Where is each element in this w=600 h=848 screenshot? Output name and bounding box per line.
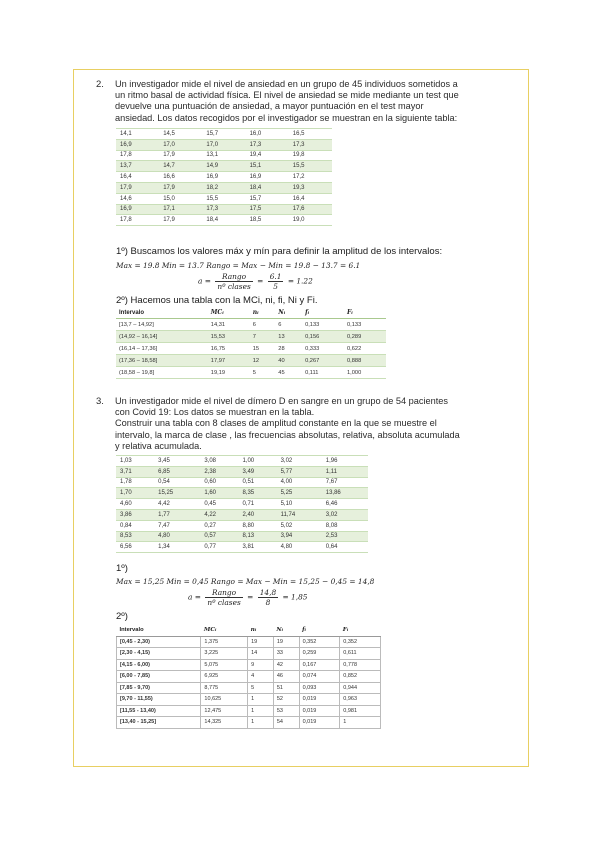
table-cell: 5,02 <box>277 520 322 531</box>
table-cell: 17,9 <box>159 215 202 226</box>
p2-max-min-range: Max = 19.8 Min = 13.7 Rango = Max − Min = 19.8 − 13.7 = 6.1 <box>116 261 361 270</box>
table-row <box>116 331 386 343</box>
problem-3-statement <box>115 396 525 452</box>
table-cell: 3,94 <box>277 531 322 542</box>
table-row <box>117 648 381 660</box>
table-row <box>116 477 368 488</box>
table-cell: 0,156 <box>302 331 344 343</box>
table-header-row <box>116 307 386 319</box>
table-cell: 17,0 <box>202 139 245 150</box>
table-cell: 1,60 <box>200 488 238 499</box>
table-cell: [11,55 - 13,40) <box>117 705 201 717</box>
table-cell: 0,778 <box>340 659 381 671</box>
statement-line: y relativa acumulada. <box>115 440 202 451</box>
table-row <box>116 509 368 520</box>
table-cell: 3,86 <box>116 509 154 520</box>
table-row <box>116 355 386 367</box>
table-cell: 0,074 <box>299 671 340 683</box>
table-cell: 18,2 <box>202 182 245 193</box>
table-cell: 2,53 <box>322 531 368 542</box>
table-cell: 8,08 <box>322 520 368 531</box>
table-cell: 4,42 <box>154 499 200 510</box>
table-cell: 53 <box>273 705 299 717</box>
p2-step-1: 1º) Buscamos los valores máx y mín para definir la amplitud de los intervalos: <box>116 246 443 257</box>
table-cell: 17,9 <box>159 150 202 161</box>
table-cell: 15,5 <box>202 193 245 204</box>
table-cell: 15,25 <box>154 488 200 499</box>
table-row <box>116 161 332 172</box>
table-row <box>116 367 386 379</box>
table-row <box>116 466 368 477</box>
table-row <box>116 343 386 355</box>
table-row <box>116 520 368 531</box>
column-header: Nᵢ <box>275 307 302 319</box>
table-cell: 0,019 <box>299 705 340 717</box>
table-cell: 19,8 <box>289 150 332 161</box>
table-cell: 6,56 <box>116 542 154 553</box>
table-cell: 0,019 <box>299 694 340 706</box>
table-cell: 51 <box>273 682 299 694</box>
table-row <box>116 531 368 542</box>
table-cell: 3,02 <box>322 509 368 520</box>
table-cell: 13,7 <box>116 161 159 172</box>
table-cell: 17,8 <box>116 150 159 161</box>
table-row <box>116 499 368 510</box>
table-cell: 17,97 <box>208 355 250 367</box>
table-cell: 0,84 <box>116 520 154 531</box>
table-row <box>116 204 332 215</box>
table-row <box>117 659 381 671</box>
fraction: $\frac{14,8}{8}$ <box>259 588 277 607</box>
table-cell: 16,6 <box>159 172 202 183</box>
table-cell: [13,40 - 15,25] <box>117 717 201 729</box>
statement-line: Un investigador mide el nivel de ansiedad en un grupo de 45 individuos sometidos a <box>115 79 458 89</box>
table-cell: 16,9 <box>202 172 245 183</box>
column-header: MCᵢ <box>201 625 248 636</box>
table-cell: (14,92 – 16,14] <box>116 331 208 343</box>
table-cell: 0,852 <box>340 671 381 683</box>
table-row <box>116 319 386 331</box>
table-cell: 1,000 <box>344 367 386 379</box>
table-cell: 18,4 <box>246 182 289 193</box>
table-cell: 12 <box>250 355 276 367</box>
table-cell: 0,64 <box>322 542 368 553</box>
table-cell: 0,944 <box>340 682 381 694</box>
problem-2-number: 2. <box>96 79 104 90</box>
table-cell: 14,325 <box>201 717 248 729</box>
table-cell: 5 <box>250 367 276 379</box>
table-cell: 2,38 <box>200 466 238 477</box>
table-cell: 8,53 <box>116 531 154 542</box>
table-cell: 1,78 <box>116 477 154 488</box>
table-cell: 0,267 <box>302 355 344 367</box>
table-row <box>116 172 332 183</box>
table-cell: 1,96 <box>322 456 368 467</box>
table-cell: 7 <box>250 331 276 343</box>
table-cell: 0,622 <box>344 343 386 355</box>
table-cell: 1,11 <box>322 466 368 477</box>
table-cell: 0,167 <box>299 659 340 671</box>
table-cell: 4,80 <box>154 531 200 542</box>
table-cell: (18,58 – 19,8] <box>116 367 208 379</box>
column-header: Fᵢ <box>344 307 386 319</box>
table-cell: 9 <box>248 659 274 671</box>
table-cell: 52 <box>273 694 299 706</box>
table-cell: 1,70 <box>116 488 154 499</box>
table-cell: 1,34 <box>154 542 200 553</box>
fraction: $\frac{\text{Rango}}{\text{nº clases}}$ <box>217 272 251 291</box>
column-header: nᵢ <box>250 307 276 319</box>
table-cell: 16,0 <box>246 129 289 140</box>
table-row <box>117 705 381 717</box>
column-header: Intervalo <box>116 307 208 319</box>
table-cell: 1 <box>248 717 274 729</box>
table-cell: 0,133 <box>302 319 344 331</box>
table-cell: 3,71 <box>116 466 154 477</box>
table-cell: 17,6 <box>289 204 332 215</box>
table-cell: 17,2 <box>289 172 332 183</box>
column-header: nᵢ <box>248 625 274 636</box>
table-row <box>117 636 381 648</box>
table-cell: 19,3 <box>289 182 332 193</box>
fraction: $\frac{6.1}{5}$ <box>269 272 282 291</box>
statement-line: ansiedad. Los datos recogidos por el investigador se muestran en la siguiente tabla: <box>115 112 458 123</box>
table-cell: 2,40 <box>238 509 276 520</box>
fraction: $\frac{\text{Rango}}{\text{nº clases}}$ <box>207 588 241 607</box>
dimer-frequency-table <box>116 625 381 729</box>
table-cell: 13,1 <box>202 150 245 161</box>
table-cell: 3,49 <box>238 466 276 477</box>
table-cell: 3,08 <box>200 456 238 467</box>
table-cell: 19 <box>248 636 274 648</box>
table-row <box>116 139 332 150</box>
table-cell: 17,9 <box>159 182 202 193</box>
table-cell: (16,14 – 17,36] <box>116 343 208 355</box>
table-cell: [2,30 - 4,15) <box>117 648 201 660</box>
table-cell: 14 <box>248 648 274 660</box>
table-row <box>117 717 381 729</box>
table-cell: 15,0 <box>159 193 202 204</box>
table-cell: 12,475 <box>201 705 248 717</box>
table-cell: 16,9 <box>246 172 289 183</box>
table-cell: 0,289 <box>344 331 386 343</box>
table-cell: 6 <box>275 319 302 331</box>
table-cell: 1,00 <box>238 456 276 467</box>
column-header: Nᵢ <box>273 625 299 636</box>
table-row <box>116 488 368 499</box>
table-cell: 14,31 <box>208 319 250 331</box>
table-row <box>117 694 381 706</box>
table-cell: 46 <box>273 671 299 683</box>
table-cell: 5,77 <box>277 466 322 477</box>
table-cell: 17,5 <box>246 204 289 215</box>
table-row <box>116 129 332 140</box>
table-cell: 13,86 <box>322 488 368 499</box>
table-cell: 0,259 <box>299 648 340 660</box>
anxiety-data-table <box>116 128 332 226</box>
table-cell: 8,80 <box>238 520 276 531</box>
table-cell: 19 <box>273 636 299 648</box>
table-row <box>116 193 332 204</box>
table-cell: 42 <box>273 659 299 671</box>
table-cell: 17,1 <box>159 204 202 215</box>
table-cell: 1,375 <box>201 636 248 648</box>
table-cell: 1 <box>340 717 381 729</box>
table-cell: 4,00 <box>277 477 322 488</box>
table-cell: 0,57 <box>200 531 238 542</box>
table-cell: 0,111 <box>302 367 344 379</box>
table-cell: 10,625 <box>201 694 248 706</box>
problem-3-number: 3. <box>96 396 104 407</box>
table-cell: 0,019 <box>299 717 340 729</box>
statement-line: con Covid 19: Los datos se muestran en la tabla. <box>115 407 315 418</box>
statement-line: intervalo, la marca de clase , las frecuencias absolutas, relativa, absoluta acumulada <box>115 429 460 440</box>
p3-step-1: 1º) <box>116 563 128 574</box>
table-cell: 5,075 <box>201 659 248 671</box>
table-cell: 15,5 <box>289 161 332 172</box>
table-cell: 1 <box>248 705 274 717</box>
table-cell: 6,85 <box>154 466 200 477</box>
column-header: MCᵢ <box>208 307 250 319</box>
table-cell: (17,36 – 18,58] <box>116 355 208 367</box>
table-cell: 0,77 <box>200 542 238 553</box>
formula-lhs: a = <box>188 592 201 602</box>
column-header: Intervalo <box>117 625 201 636</box>
p2-amplitude-formula: a = $\frac{\text{Rango}}{\text{nº clases}}$ = $\frac{6.1}{5}$ = 1.22 <box>198 272 313 291</box>
table-cell: 14,7 <box>159 161 202 172</box>
table-cell: 17,3 <box>202 204 245 215</box>
table-cell: [4,15 - 6,00) <box>117 659 201 671</box>
table-cell: 16,75 <box>208 343 250 355</box>
table-cell: 6,925 <box>201 671 248 683</box>
table-cell: 16,4 <box>289 193 332 204</box>
table-cell: 7,67 <box>322 477 368 488</box>
table-cell: 16,4 <box>116 172 159 183</box>
problem-2-statement <box>115 79 525 124</box>
table-cell: 15,1 <box>246 161 289 172</box>
table-cell: 17,3 <box>246 139 289 150</box>
table-cell: 11,74 <box>277 509 322 520</box>
table-cell: 0,133 <box>344 319 386 331</box>
table-cell: 16,9 <box>116 204 159 215</box>
table-row <box>117 671 381 683</box>
table-cell: 4,80 <box>277 542 322 553</box>
table-cell: 1 <box>248 694 274 706</box>
table-cell: 17,8 <box>116 215 159 226</box>
table-cell: 33 <box>273 648 299 660</box>
table-cell: 0,60 <box>200 477 238 488</box>
table-cell: 45 <box>275 367 302 379</box>
table-cell: 3,02 <box>277 456 322 467</box>
table-cell: 8,13 <box>238 531 276 542</box>
column-header: Fᵢ <box>340 625 381 636</box>
table-cell: 19,0 <box>289 215 332 226</box>
table-cell: 0,611 <box>340 648 381 660</box>
table-cell: 28 <box>275 343 302 355</box>
table-cell: 0,27 <box>200 520 238 531</box>
table-cell: [6,00 - 7,85) <box>117 671 201 683</box>
table-cell: 8,35 <box>238 488 276 499</box>
p3-step-2: 2º) <box>116 611 128 622</box>
table-cell: 16,9 <box>116 139 159 150</box>
p2-step-2: 2º) Hacemos una tabla con la MCi, ni, fi, Ni y Fi. <box>116 295 318 306</box>
table-cell: 5,25 <box>277 488 322 499</box>
table-cell: 16,5 <box>289 129 332 140</box>
table-cell: 0,963 <box>340 694 381 706</box>
table-cell: 15,7 <box>202 129 245 140</box>
dimer-data-table <box>116 455 368 553</box>
table-row <box>116 150 332 161</box>
table-cell: 4 <box>248 671 274 683</box>
p3-max-min-range: Max = 15,25 Min = 0,45 Rango = Max − Min = 15,25 − 0,45 = 14,8 <box>116 577 375 586</box>
table-cell: 1,03 <box>116 456 154 467</box>
anxiety-frequency-table <box>116 307 386 379</box>
table-header-row <box>117 625 381 636</box>
p3-amplitude-formula: a = $\frac{\text{Rango}}{\text{nº clases}}$ = $\frac{14,8}{8}$ = 1,85 <box>188 588 308 607</box>
table-cell: 14,6 <box>116 193 159 204</box>
table-cell: 1,77 <box>154 509 200 520</box>
table-cell: 15 <box>250 343 276 355</box>
table-row <box>116 182 332 193</box>
table-cell: 0,352 <box>340 636 381 648</box>
table-cell: [7,85 - 9,70) <box>117 682 201 694</box>
table-cell: 4,22 <box>200 509 238 520</box>
table-row <box>117 682 381 694</box>
table-cell: 0,54 <box>154 477 200 488</box>
formula-lhs: a = <box>198 276 211 286</box>
table-cell: [9,70 - 11,55) <box>117 694 201 706</box>
table-cell: 13 <box>275 331 302 343</box>
table-cell: 19,4 <box>246 150 289 161</box>
table-cell: 3,225 <box>201 648 248 660</box>
table-row <box>116 542 368 553</box>
table-cell: 0,981 <box>340 705 381 717</box>
table-cell: 15,53 <box>208 331 250 343</box>
table-cell: 18,4 <box>202 215 245 226</box>
table-cell: 0,093 <box>299 682 340 694</box>
table-cell: 14,9 <box>202 161 245 172</box>
table-cell: 3,45 <box>154 456 200 467</box>
table-cell: 0,51 <box>238 477 276 488</box>
statement-line: Construir una tabla con 8 clases de amplitud constante en la que se muestre el <box>115 418 437 429</box>
table-cell: 8,775 <box>201 682 248 694</box>
table-cell: 4,60 <box>116 499 154 510</box>
statement-line: devuelve una puntuación de ansiedad, a mayor puntuación en el test mayor <box>115 101 424 112</box>
table-cell: 3,81 <box>238 542 276 553</box>
statement-line: Un investigador mide el nivel de dímero D en sangre en un grupo de 54 pacientes <box>115 396 448 406</box>
table-cell: 14,5 <box>159 129 202 140</box>
table-cell: 15,7 <box>246 193 289 204</box>
statement-line: un ritmo basal de actividad física. El nivel de ansiedad se mide mediante un test que <box>115 90 459 101</box>
table-cell: 0,352 <box>299 636 340 648</box>
table-cell: 40 <box>275 355 302 367</box>
table-cell: 0,45 <box>200 499 238 510</box>
table-cell: 17,0 <box>159 139 202 150</box>
table-cell: 7,47 <box>154 520 200 531</box>
table-cell: 0,888 <box>344 355 386 367</box>
table-cell: 14,1 <box>116 129 159 140</box>
table-row <box>116 456 368 467</box>
table-cell: 0,333 <box>302 343 344 355</box>
table-cell: 5 <box>248 682 274 694</box>
table-cell: 54 <box>273 717 299 729</box>
table-cell: 19,19 <box>208 367 250 379</box>
table-cell: 5,10 <box>277 499 322 510</box>
table-cell: 17,3 <box>289 139 332 150</box>
column-header: fᵢ <box>302 307 344 319</box>
table-row <box>116 215 332 226</box>
table-cell: [0,45 - 2,30) <box>117 636 201 648</box>
table-cell: 6,46 <box>322 499 368 510</box>
table-cell: [13,7 – 14,92] <box>116 319 208 331</box>
table-cell: 17,9 <box>116 182 159 193</box>
table-cell: 0,71 <box>238 499 276 510</box>
table-cell: 6 <box>250 319 276 331</box>
table-cell: 18,5 <box>246 215 289 226</box>
column-header: fᵢ <box>299 625 340 636</box>
